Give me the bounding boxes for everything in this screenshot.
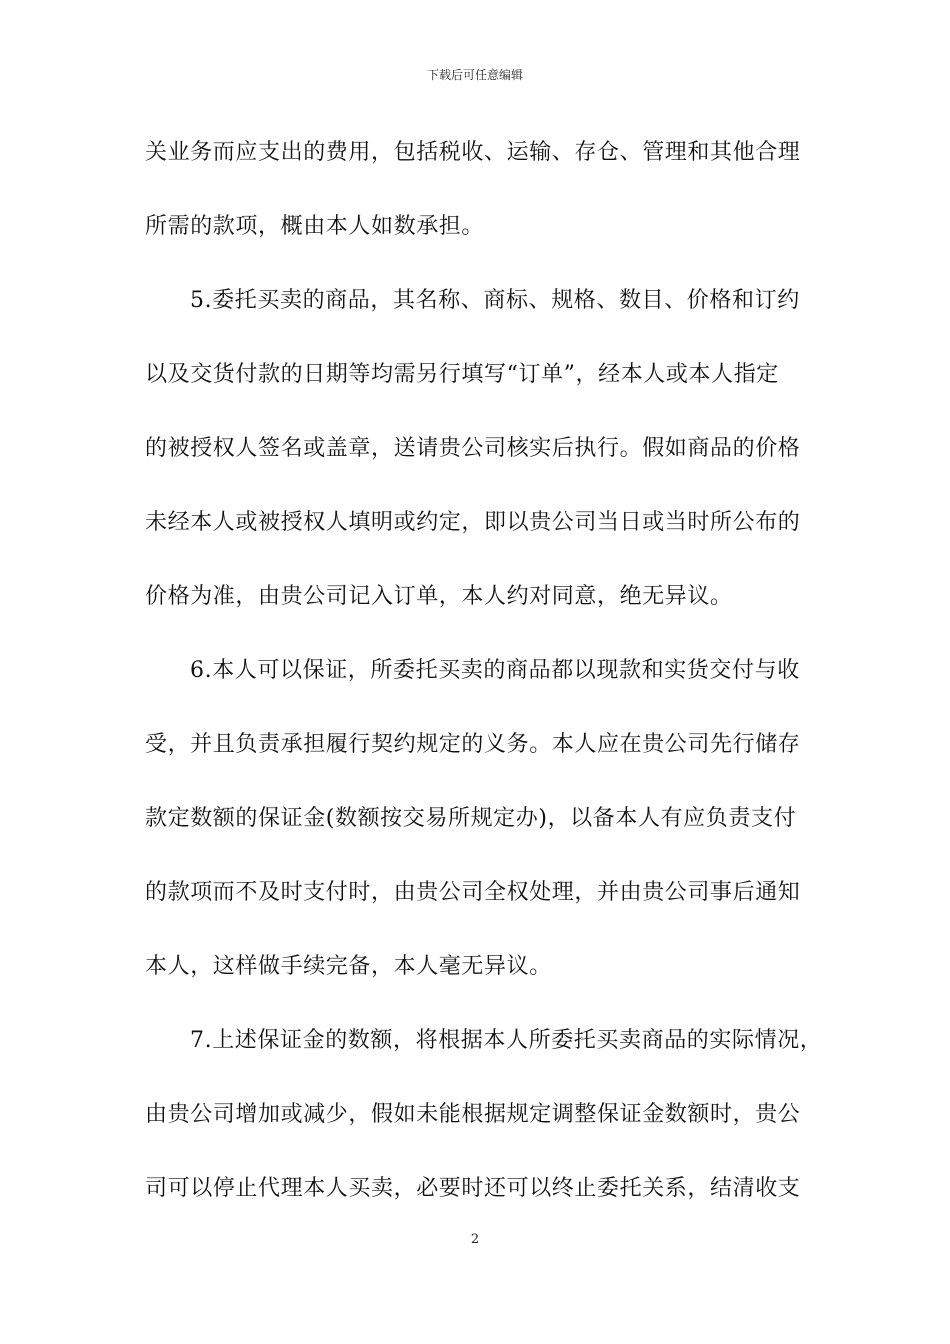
- document-body: [145, 126, 823, 1236]
- paragraph-first-line: 7.上述保证金的数额，将根据本人所委托买卖商品的实际情况，: [190, 1028, 823, 1053]
- text-line: 关业务而应支出的费用，包括税收、运输、存仓、管理和其他合理: [145, 140, 801, 165]
- page-header: 下载后可任意编辑: [426, 68, 523, 82]
- text-line: 的被授权人签名或盖章，送请贵公司核实后执行。假如商品的价格: [145, 436, 801, 461]
- paragraph-first-line: 6.本人可以保证，所委托买卖的商品都以现款和实货交付与收: [190, 658, 800, 683]
- text-line: 未经本人或被授权人填明或约定，即以贵公司当日或当时所公布的: [145, 510, 801, 535]
- text-line: 的款项而不及时支付时，由贵公司全权处理，并由贵公司事后通知: [145, 880, 801, 905]
- text-line: 司可以停止代理本人买卖，必要时还可以终止委托关系，结清收支: [145, 1176, 801, 1201]
- text-line: 受，并且负责承担履行契约规定的义务。本人应在贵公司先行储存: [145, 732, 801, 757]
- paragraph-first-line: 5.委托买卖的商品，其名称、商标、规格、数目、价格和订约: [190, 288, 800, 313]
- text-line: 以及交货付款的日期等均需另行填写“订单”，经本人或本人指定: [145, 362, 779, 387]
- text-line: 所需的款项，概由本人如数承担。: [145, 214, 485, 239]
- text-line: 本人，这样做手续完备，本人毫无异议。: [145, 954, 552, 979]
- text-line: 由贵公司增加或减少，假如未能根据规定调整保证金数额时，贵公: [145, 1102, 801, 1127]
- text-line: 价格为准，由贵公司记入订单，本人约对同意，绝无异议。: [145, 584, 733, 609]
- page-number: 2: [470, 1232, 480, 1247]
- text-line: 款定数额的保证金(数额按交易所规定办)，以备本人有应负责支付: [145, 806, 797, 831]
